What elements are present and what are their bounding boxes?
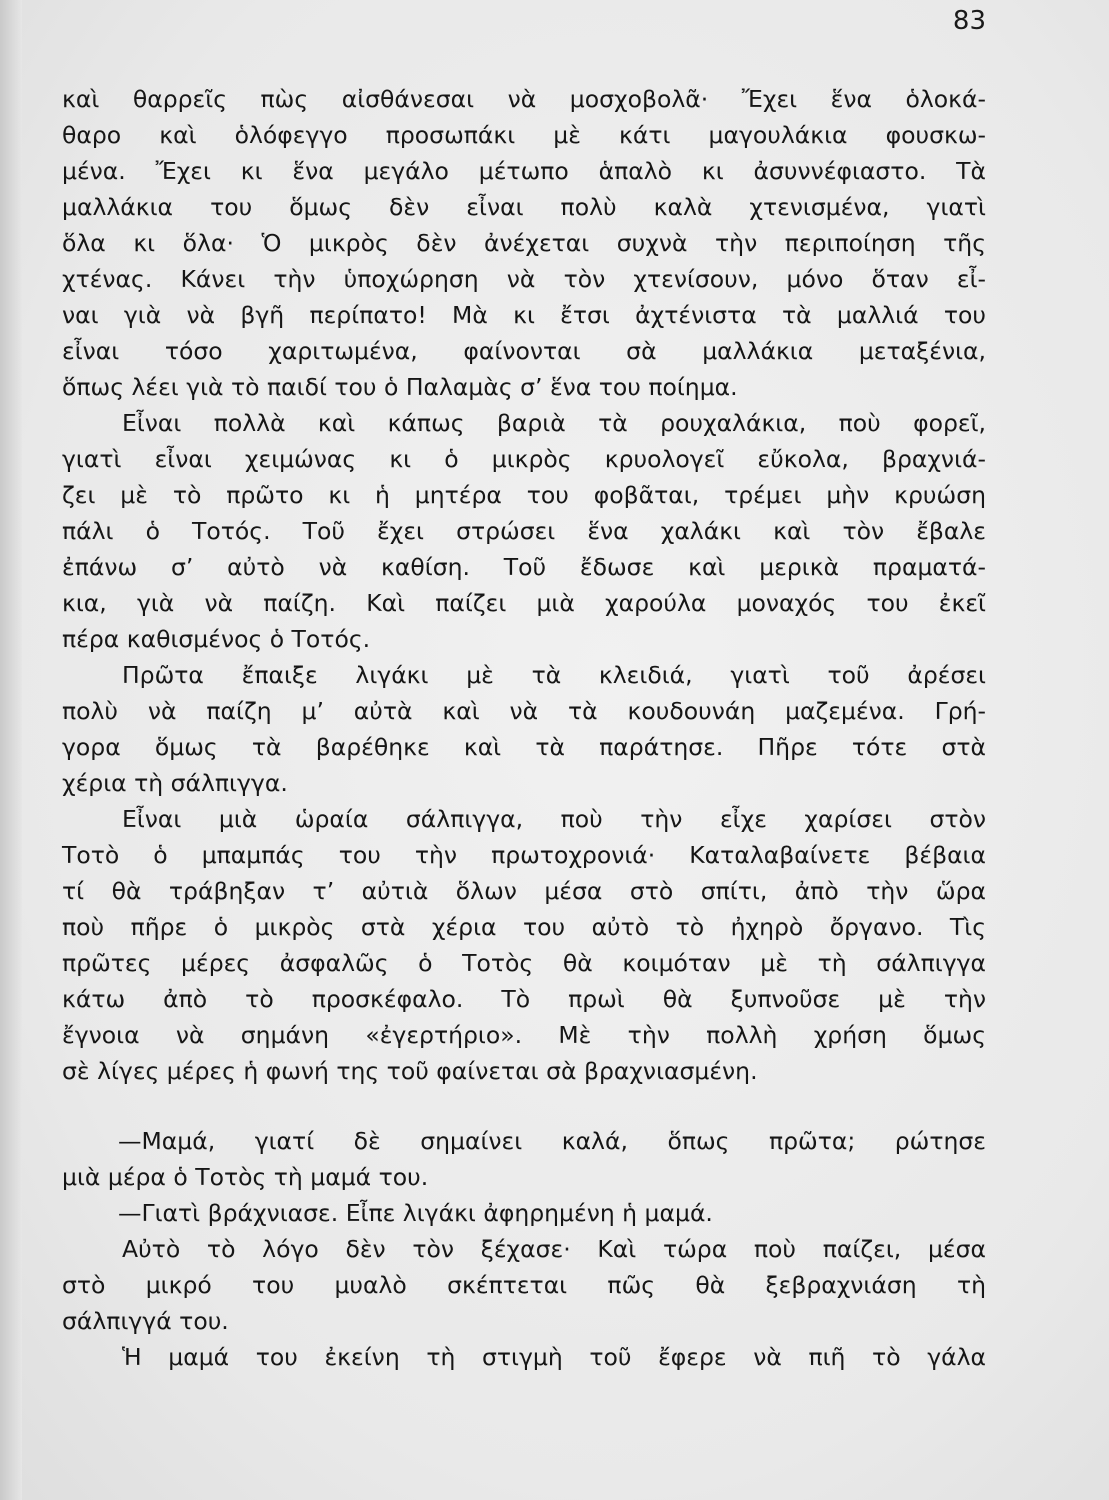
text-line: πρῶτες μέρες ἀσφαλῶς ὁ Τοτὸς θὰ κοιμόταν μὲ τὴ σάλπιγγα: [62, 949, 986, 977]
text-line: Εἶναι μιὰ ὡραία σάλπιγγα, ποὺ τὴν εἶχε χαρίσει στὸν: [122, 805, 986, 833]
page-number: 83: [952, 6, 986, 36]
text-line: Αὐτὸ τὸ λόγο δὲν τὸν ξέχασε· Καὶ τώρα ποὺ παίζει, μέσα: [122, 1235, 986, 1263]
text-line: ἐπάνω σ’ αὐτὸ νὰ καθίση. Τοῦ ἔδωσε καὶ μερικὰ πραματά-: [62, 553, 986, 581]
text-line: μιὰ μέρα ὁ Τοτὸς τὴ μαμά του.: [62, 1163, 429, 1191]
text-line: στὸ μικρό του μυαλὸ σκέπτεται πῶς θὰ ξεβραχνιάση τὴ: [62, 1271, 986, 1299]
dialogue-line: —Μαμά, γιατί δὲ σημαίνει καλά, ὅπως πρῶτα; ρώτησε: [118, 1127, 986, 1155]
text-line: Εἶναι πολλὰ καὶ κάπως βαριὰ τὰ ρουχαλάκια, ποὺ φορεῖ,: [122, 409, 986, 437]
text-line: πάλι ὁ Τοτός. Τοῦ ἔχει στρώσει ἕνα χαλάκι καὶ τὸν ἔβαλε: [62, 517, 986, 545]
text-line: ποὺ πῆρε ὁ μικρὸς στὰ χέρια του αὐτὸ τὸ ἠχηρὸ ὄργανο. Τὶς: [62, 913, 986, 941]
text-line: ναι γιὰ νὰ βγῆ περίπατο! Μὰ κι ἔτσι ἀχτένιστα τὰ μαλλιά του: [62, 301, 986, 329]
text-line: Πρῶτα ἔπαιξε λιγάκι μὲ τὰ κλειδιά, γιατὶ τοῦ ἀρέσει: [122, 661, 986, 689]
text-line: γιατὶ εἶναι χειμώνας κι ὁ μικρὸς κρυολογεῖ εὔκολα, βραχνιά-: [62, 445, 986, 473]
text-line: καὶ θαρρεῖς πὼς αἰσθάνεσαι νὰ μοσχοβολᾶ· Ἔχει ἕνα ὁλοκά-: [62, 85, 986, 113]
text-line: ὅλα κι ὅλα· Ὁ μικρὸς δὲν ἀνέχεται συχνὰ τὴν περιποίηση τῆς: [62, 229, 986, 257]
text-line: μένα. Ἔχει κι ἕνα μεγάλο μέτωπο ἁπαλὸ κι ἀσυννέφιαστο. Τὰ: [62, 157, 986, 185]
text-line: ζει μὲ τὸ πρῶτο κι ἡ μητέρα του φοβᾶται, τρέμει μὴν κρυώση: [62, 481, 986, 509]
page-gutter-shadow: [0, 0, 22, 1500]
text-line: μαλλάκια του ὅμως δὲν εἶναι πολὺ καλὰ χτενισμένα, γιατὶ: [62, 193, 986, 221]
text-line: χέρια τὴ σάλπιγγα.: [62, 769, 288, 797]
text-line: πολὺ νὰ παίζη μ’ αὐτὰ καὶ νὰ τὰ κουδουνάη μαζεμένα. Γρή-: [62, 697, 986, 725]
text-line: ἔγνοια νὰ σημάνη «ἐγερτήριο». Μὲ τὴν πολλὴ χρήση ὅμως: [62, 1021, 986, 1049]
text-line: θαρο καὶ ὁλόφεγγο προσωπάκι μὲ κάτι μαγουλάκια φουσκω-: [62, 121, 986, 149]
text-line: χτένας. Κάνει τὴν ὑποχώρηση νὰ τὸν χτενίσουν, μόνο ὅταν εἶ-: [62, 265, 986, 293]
text-line: πέρα καθισμένος ὁ Τοτός.: [62, 625, 371, 653]
text-line: γορα ὅμως τὰ βαρέθηκε καὶ τὰ παράτησε. Πῆρε τότε στὰ: [62, 733, 986, 761]
text-line: τί θὰ τράβηξαν τ’ αὐτιὰ ὅλων μέσα στὸ σπίτι, ἀπὸ τὴν ὥρα: [62, 877, 986, 905]
text-line: Ἡ μαμά του ἐκείνη τὴ στιγμὴ τοῦ ἔφερε νὰ πιῆ τὸ γάλα: [122, 1343, 986, 1371]
dialogue-line: —Γιατὶ βράχνιασε. Εἶπε λιγάκι ἀφηρημένη ἡ μαμά.: [118, 1199, 713, 1227]
text-line: Τοτὸ ὁ μπαμπάς του τὴν πρωτοχρονιά· Καταλαβαίνετε βέβαια: [62, 841, 986, 869]
text-line: ὅπως λέει γιὰ τὸ παιδί του ὁ Παλαμὰς σ’ ἕνα του ποίημα.: [62, 373, 738, 401]
text-line: κια, γιὰ νὰ παίζη. Καὶ παίζει μιὰ χαρούλα μοναχός του ἐκεῖ: [62, 589, 986, 617]
text-line: σάλπιγγά του.: [62, 1307, 229, 1335]
text-line: κάτω ἀπὸ τὸ προσκέφαλο. Τὸ πρωὶ θὰ ξυπνοῦσε μὲ τὴν: [62, 985, 986, 1013]
text-line: σὲ λίγες μέρες ἡ φωνή της τοῦ φαίνεται σὰ βραχνιασμένη.: [62, 1057, 758, 1085]
text-line: εἶναι τόσο χαριτωμένα, φαίνονται σὰ μαλλάκια μεταξένια,: [62, 337, 986, 365]
